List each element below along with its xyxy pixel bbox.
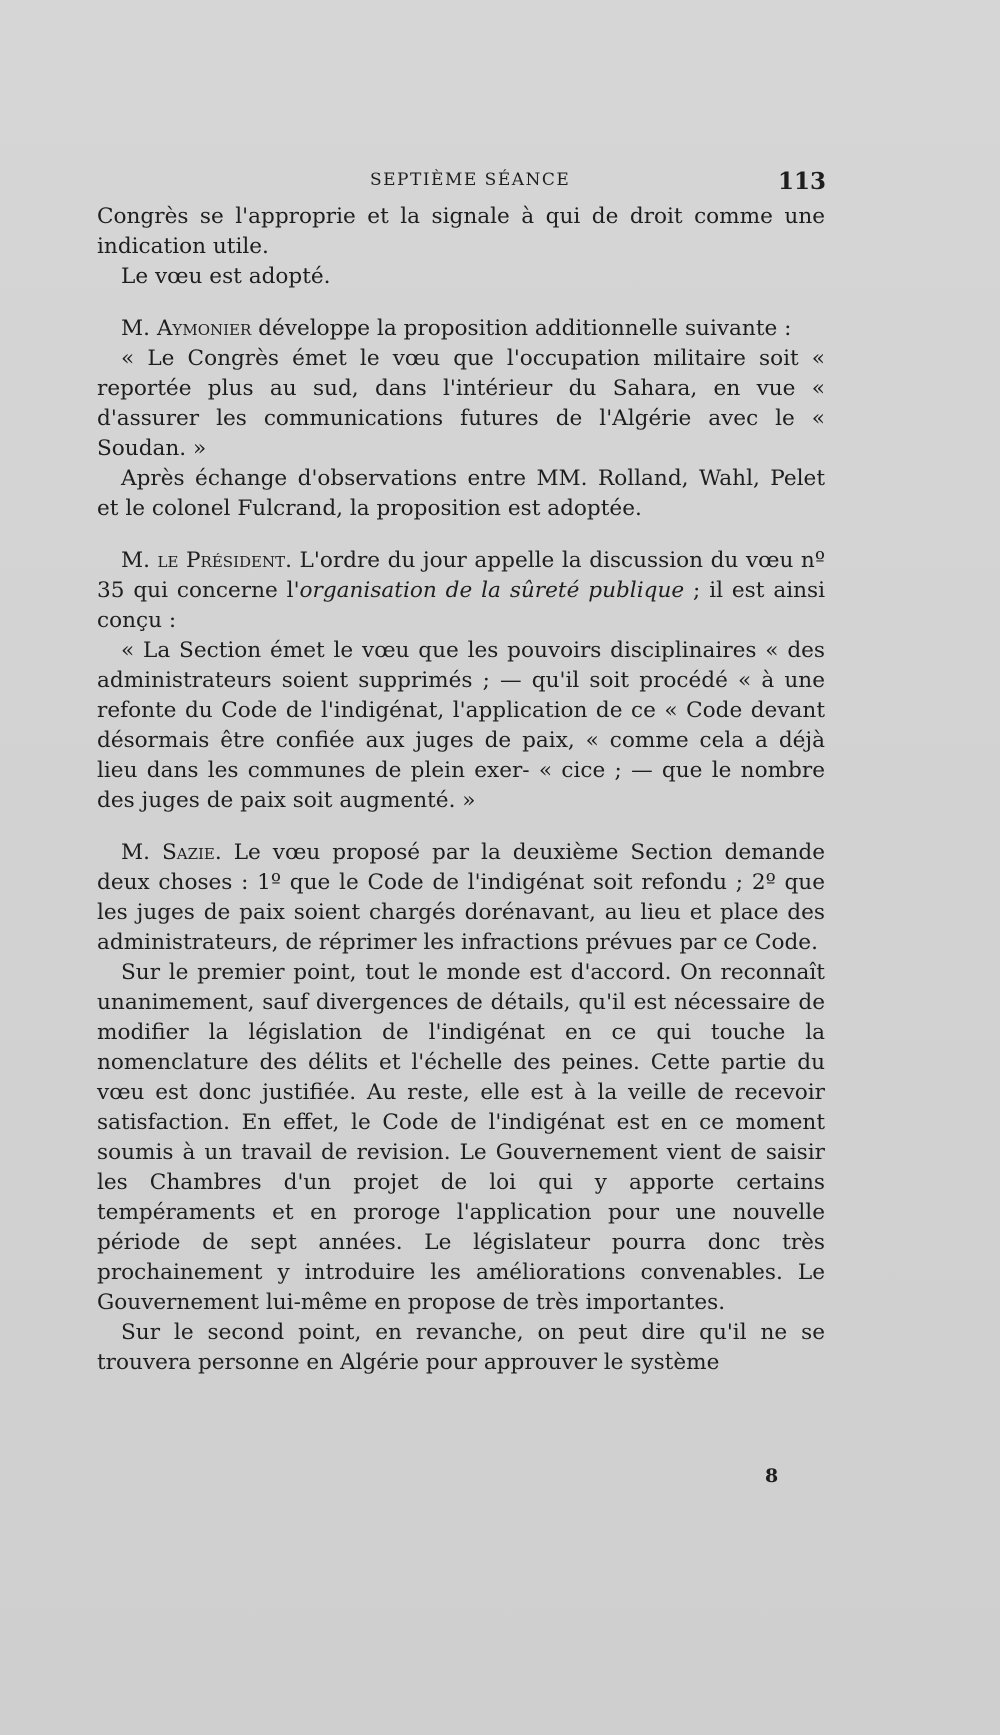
paragraph-text: . Le vœu proposé par la deuxième Section demande deux choses : 1º que le Code de l'indigénat soit refondu ; 2º que les juges de paix soient chargés dorénavant, au lieu et place des administrateurs, de réprimer les infractions prévues par ce Code. bbox=[97, 840, 825, 955]
paragraph-aymonier bbox=[97, 314, 825, 344]
paragraph-sazie bbox=[97, 838, 825, 958]
paragraph-adopted: Le vœu est adopté. bbox=[121, 264, 331, 289]
quoted-proposal-sahara: « Le Congrès émet le vœu que l'occupation militaire soit « reportée plus au sud, dans l'intérieur du Sahara, en vue « d'assurer les communications futures de l'Algérie avec le « Soudan. » bbox=[97, 346, 825, 461]
paragraph-text: développe la proposition additionnelle suivante : bbox=[251, 316, 792, 341]
paragraph-text: . L'ordre du jour appelle la discussion du vœu nº 35 qui concerne l' bbox=[97, 548, 825, 603]
italic-phrase: organisation de la sûreté publique bbox=[299, 578, 685, 603]
running-head bbox=[0, 168, 1000, 198]
paragraph-continuation: Congrès se l'approprie et la signale à qui de droit comme une indication utile. bbox=[97, 204, 825, 259]
body-text bbox=[97, 202, 825, 1378]
speaker-name: M. le Président bbox=[121, 548, 286, 573]
running-title: SEPTIÈME SÉANCE bbox=[370, 170, 571, 190]
paragraph-second-point: Sur le second point, en revanche, on peut dire qu'il ne se trouvera personne en Algérie pour approuver le système bbox=[97, 1320, 825, 1375]
signature-mark: 8 bbox=[765, 1465, 779, 1487]
speaker-name: M. Aymonier bbox=[121, 316, 252, 341]
paragraph-first-point: Sur le premier point, tout le monde est d'accord. On reconnaît unanimement, sauf divergences de détails, qu'il est nécessaire de modifier la législation de l'indigénat en ce qui touche la nomenclature des délits et l'échelle des peines. Cette partie du vœu est donc justifiée. Au reste, elle est à la veille de recevoir satisfaction. En effet, le Code de l'indigénat est en ce moment soumis à un travail de revision. Le Gouvernement vient de saisir les Chambres d'un projet de loi qui y apporte certains tempéraments et en proroge l'application pour une nouvelle période de sept années. Le législateur pourra donc très prochainement y introduire les améliorations convenables. Le Gouvernement lui-même en propose de très importantes. bbox=[97, 960, 825, 1315]
paragraph-adoption: Après échange d'observations entre MM. Rolland, Wahl, Pelet et le colonel Fulcrand, la proposition est adoptée. bbox=[97, 466, 825, 521]
speaker-name: M. Sazie bbox=[121, 840, 215, 865]
page-number: 113 bbox=[778, 168, 827, 195]
paragraph-president bbox=[97, 546, 825, 636]
paragraph-text: ; il est ainsi conçu : bbox=[97, 578, 825, 633]
quoted-proposal-section: « La Section émet le vœu que les pouvoirs disciplinaires « des administrateurs soient supprimés ; — qu'il soit procédé « à une refonte du Code de l'indigénat, l'application de ce « Code devant désormais être confiée aux juges de paix, « comme cela a déjà lieu dans les communes de plein exer- « cice ; — que le nombre des juges de paix soit augmenté. » bbox=[97, 638, 825, 813]
